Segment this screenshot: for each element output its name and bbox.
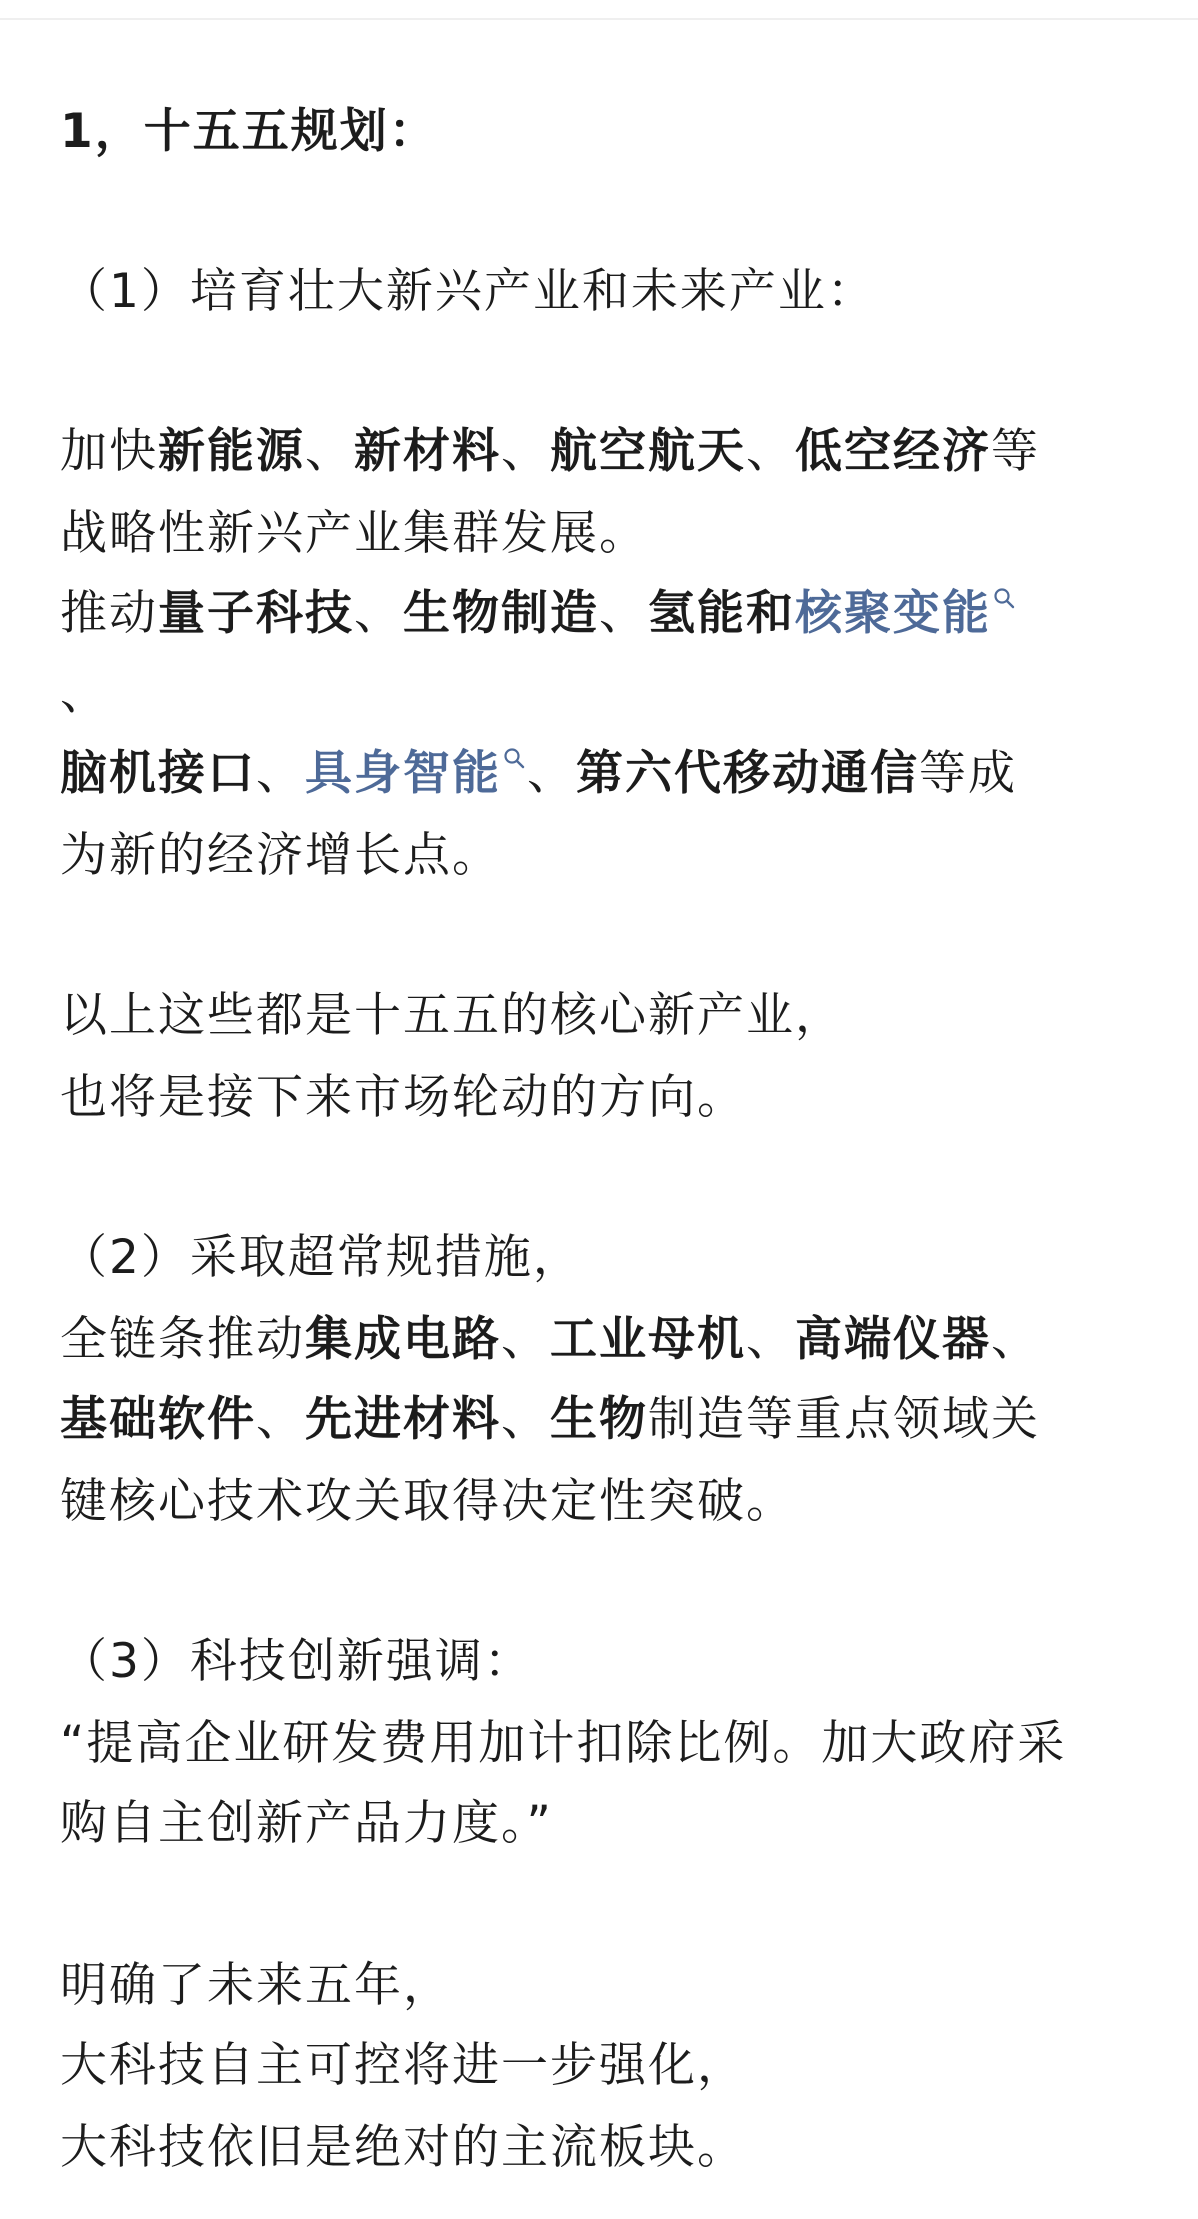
term-machine-tools: 工业母机: [550, 1312, 746, 1367]
separator: 、: [746, 424, 795, 479]
paragraph-line: 也将是接下来市场轮动的方向。: [60, 1070, 746, 1125]
search-link-nuclear-fusion[interactable]: 核聚变能: [795, 586, 991, 641]
separator: 、: [991, 1312, 1040, 1367]
separator: 、: [527, 746, 576, 801]
quote-line: “提高企业研发费用加计扣除比例。加大政府采: [60, 1716, 1067, 1771]
section-heading: 1，十五五规划：: [60, 104, 438, 159]
text: 推动: [60, 586, 158, 641]
separator: 、: [501, 1392, 550, 1447]
top-divider: [0, 0, 1198, 20]
term-new-materials: 新材料: [354, 424, 501, 479]
paragraph-line: [60, 585, 1017, 643]
text: 制造等重点领域关: [648, 1392, 1040, 1447]
paragraph-line: 战略性新兴产业集群发展。: [60, 506, 648, 561]
text: 等成: [919, 746, 1017, 801]
term-quantum-tech: 量子科技: [158, 586, 354, 641]
paragraph-line: 、: [60, 666, 109, 721]
term-6g-communication: 第六代移动通信: [576, 746, 919, 801]
separator: 、: [256, 746, 305, 801]
separator: 、: [305, 424, 354, 479]
separator: 、: [746, 1312, 795, 1367]
term-low-altitude-economy: 低空经济: [795, 424, 991, 479]
paragraph-line: [60, 423, 1040, 481]
paragraph-line: [60, 745, 1017, 803]
paragraph-line: [60, 1311, 1040, 1369]
paragraph-line: 为新的经济增长点。: [60, 828, 501, 883]
magnifier-icon[interactable]: [503, 745, 527, 785]
magnifier-icon[interactable]: [993, 585, 1017, 625]
term-basic-software: 基础软件: [60, 1392, 256, 1447]
text: 加快: [60, 424, 158, 479]
text: 等: [991, 424, 1040, 479]
term-bio: 生物: [550, 1392, 648, 1447]
search-link-embodied-intelligence[interactable]: 具身智能: [305, 746, 501, 801]
conclusion-line: 明确了未来五年，: [60, 1958, 452, 2013]
conclusion-line: 大科技依旧是绝对的主流板块。: [60, 2120, 746, 2175]
separator: 、: [501, 1312, 550, 1367]
quote-line: 购自主创新产品力度。”: [60, 1796, 553, 1851]
term-advanced-materials: 先进材料: [305, 1392, 501, 1447]
term-bio-manufacturing: 生物制造: [403, 586, 599, 641]
paragraph-line: 键核心技术攻关取得决定性突破。: [60, 1474, 795, 1529]
term-aerospace: 航空航天: [550, 424, 746, 479]
term-new-energy: 新能源: [158, 424, 305, 479]
separator: 、: [599, 586, 648, 641]
separator: 、: [354, 586, 403, 641]
term-brain-computer-interface: 脑机接口: [60, 746, 256, 801]
text: 全链条推动: [60, 1312, 305, 1367]
conclusion-line: 大科技自主可控将进一步强化，: [60, 2038, 746, 2093]
term-integrated-circuits: 集成电路: [305, 1312, 501, 1367]
paragraph-line: 以上这些都是十五五的核心新产业，: [60, 988, 844, 1043]
subsection-title-3: （3）科技创新强调：: [60, 1634, 533, 1689]
separator: 、: [256, 1392, 305, 1447]
term-high-end-instruments: 高端仪器: [795, 1312, 991, 1367]
separator: 、: [501, 424, 550, 479]
term-hydrogen: 氢能和: [648, 586, 795, 641]
paragraph-line: [60, 1391, 1040, 1449]
subsection-title-2: （2）采取超常规措施，: [60, 1230, 582, 1285]
subsection-title-1: （1）培育壮大新兴产业和未来产业：: [60, 264, 876, 319]
